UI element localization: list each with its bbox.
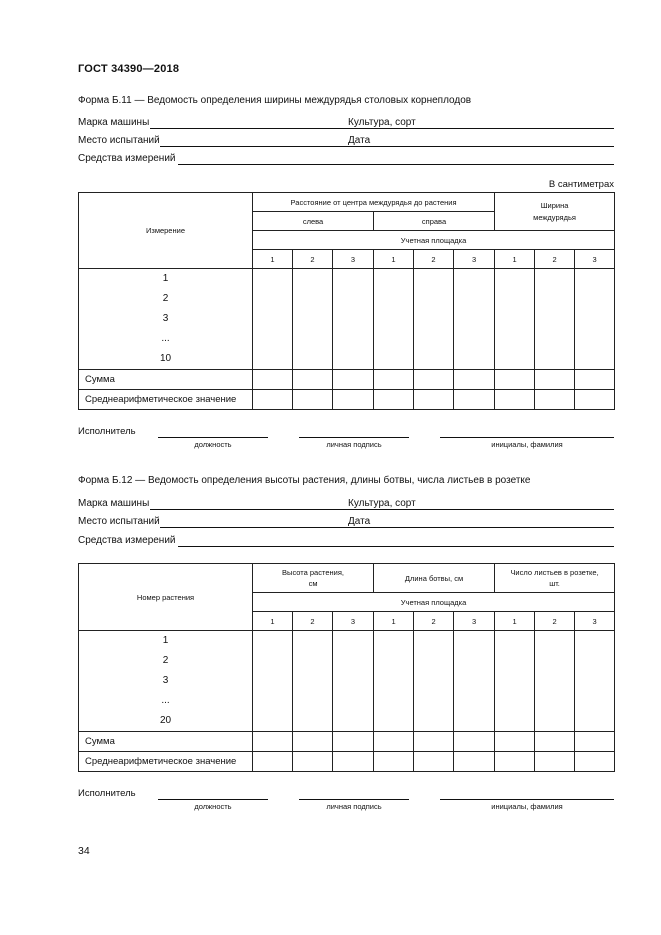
form1-signature-block: [78, 426, 614, 452]
row-number: 3: [162, 675, 169, 686]
form1-place-row: [78, 135, 614, 149]
signature-caption: личная подпись: [326, 802, 382, 811]
sum-label: Сумма: [79, 370, 253, 390]
row-number: 2: [162, 293, 169, 304]
subcol-header: 2: [414, 612, 454, 631]
means-field[interactable]: [178, 546, 614, 547]
mean-cell[interactable]: [414, 390, 454, 410]
data-cell[interactable]: [454, 631, 495, 732]
form2-place-row: [78, 516, 614, 530]
row-number: 10: [159, 353, 172, 364]
sum-cell[interactable]: [293, 732, 333, 752]
col-measure-header: Измерение: [79, 193, 253, 269]
data-cell[interactable]: [535, 269, 575, 370]
data-cell[interactable]: [414, 631, 454, 732]
mean-cell[interactable]: [293, 752, 333, 772]
machine-label: Марка машины: [78, 498, 150, 509]
data-cell[interactable]: [575, 269, 615, 370]
row-number: 1: [162, 273, 169, 284]
mean-cell[interactable]: [535, 752, 575, 772]
plot-header: Учетная площадка: [253, 593, 615, 612]
means-label: Средства измерений: [78, 535, 176, 546]
sum-cell[interactable]: [333, 370, 374, 390]
subcol-header: 1: [374, 250, 414, 269]
data-cell[interactable]: [293, 631, 333, 732]
signature-caption: личная подпись: [326, 440, 382, 449]
left-header: слева: [253, 212, 374, 231]
date-label: Дата: [348, 135, 371, 146]
sum-cell[interactable]: [333, 732, 374, 752]
unit-note: В сантиметрах: [548, 179, 614, 190]
subcol-header: 1: [495, 612, 535, 631]
subcol-header: 2: [535, 250, 575, 269]
data-cell[interactable]: [414, 269, 454, 370]
machine-label: Марка машины: [78, 117, 150, 128]
page-number: 34: [78, 845, 90, 857]
form1-machine-row: [78, 117, 614, 131]
form2-signature-block: [78, 788, 614, 814]
executor-label: Исполнитель: [78, 426, 136, 437]
data-cell[interactable]: [495, 631, 535, 732]
mean-label: Среднеарифметическое значение: [79, 752, 253, 772]
data-cell[interactable]: [333, 269, 374, 370]
sum-cell[interactable]: [374, 370, 414, 390]
mean-cell[interactable]: [495, 752, 535, 772]
mean-cell[interactable]: [414, 752, 454, 772]
mean-label: Среднеарифметическое значение: [79, 390, 253, 410]
row-number: 20: [159, 715, 172, 726]
subcol-header: 2: [535, 612, 575, 631]
mean-cell[interactable]: [374, 390, 414, 410]
subcol-header: 3: [333, 612, 374, 631]
means-label: Средства измерений: [78, 153, 176, 164]
sum-cell[interactable]: [535, 370, 575, 390]
position-caption: должность: [194, 440, 232, 449]
subcol-header: 1: [374, 612, 414, 631]
sum-cell[interactable]: [414, 370, 454, 390]
tops-header: Длина ботвы, см: [374, 564, 495, 593]
row-number: 1: [162, 635, 169, 646]
sum-cell[interactable]: [495, 370, 535, 390]
subcol-header: 3: [575, 612, 615, 631]
row-numbers: [79, 631, 253, 732]
data-cell[interactable]: [454, 269, 495, 370]
form2-means-row: [78, 535, 614, 549]
row-number: ...: [161, 333, 170, 344]
data-cell[interactable]: [535, 631, 575, 732]
subcol-header: 1: [495, 250, 535, 269]
position-line[interactable]: [158, 799, 268, 800]
plot-header: Учетная площадка: [253, 231, 615, 250]
place-label: Место испытаний: [78, 516, 160, 527]
signature-line[interactable]: [299, 437, 409, 438]
name-line[interactable]: [440, 437, 614, 438]
data-cell[interactable]: [575, 631, 615, 732]
form1-means-row: [78, 153, 614, 167]
date-label: Дата: [348, 516, 371, 527]
subcol-header: 1: [253, 250, 293, 269]
mean-cell[interactable]: [333, 390, 374, 410]
mean-cell[interactable]: [253, 752, 293, 772]
form2-table: [78, 563, 615, 772]
data-cell[interactable]: [495, 269, 535, 370]
data-cell[interactable]: [333, 631, 374, 732]
mean-cell[interactable]: [333, 752, 374, 772]
mean-cell[interactable]: [454, 752, 495, 772]
crop-label: Культура, сорт: [348, 498, 416, 509]
subcol-header: 3: [454, 612, 495, 631]
mean-cell[interactable]: [253, 390, 293, 410]
subcol-header: 3: [454, 250, 495, 269]
sum-cell[interactable]: [374, 732, 414, 752]
sum-label: Сумма: [79, 732, 253, 752]
sum-cell[interactable]: [575, 370, 615, 390]
mean-cell[interactable]: [454, 390, 495, 410]
name-caption: инициалы, фамилия: [491, 440, 563, 449]
row-numbers: [79, 269, 253, 370]
data-cell[interactable]: [253, 269, 293, 370]
subcol-header: 1: [253, 612, 293, 631]
sum-cell[interactable]: [454, 370, 495, 390]
subcol-header: 2: [293, 250, 333, 269]
position-caption: должность: [194, 802, 232, 811]
executor-label: Исполнитель: [78, 788, 136, 799]
machine-field[interactable]: [150, 128, 421, 129]
form2-machine-row: [78, 498, 614, 512]
crop-field[interactable]: [420, 128, 614, 129]
subcol-header: 2: [293, 612, 333, 631]
crop-label: Культура, сорт: [348, 117, 416, 128]
mean-cell[interactable]: [293, 390, 333, 410]
sum-cell[interactable]: [495, 732, 535, 752]
row-number: 3: [162, 313, 169, 324]
name-line[interactable]: [440, 799, 614, 800]
right-header: справа: [374, 212, 495, 231]
means-field[interactable]: [178, 164, 614, 165]
width-header: Ширина междурядья: [495, 193, 615, 231]
subcol-header: 2: [414, 250, 454, 269]
mean-cell[interactable]: [575, 390, 615, 410]
subcol-header: 3: [575, 250, 615, 269]
sum-cell[interactable]: [253, 370, 293, 390]
data-cell[interactable]: [293, 269, 333, 370]
mean-cell[interactable]: [495, 390, 535, 410]
data-cell[interactable]: [374, 631, 414, 732]
position-line[interactable]: [158, 437, 268, 438]
date-field[interactable]: [374, 527, 614, 528]
row-number: ...: [161, 695, 170, 706]
sum-cell[interactable]: [293, 370, 333, 390]
mean-cell[interactable]: [575, 752, 615, 772]
subcol-header: 3: [333, 250, 374, 269]
data-cell[interactable]: [253, 631, 293, 732]
sum-cell[interactable]: [535, 732, 575, 752]
mean-cell[interactable]: [374, 752, 414, 772]
sum-cell[interactable]: [253, 732, 293, 752]
machine-field[interactable]: [150, 509, 421, 510]
date-field[interactable]: [374, 146, 614, 147]
sum-cell[interactable]: [454, 732, 495, 752]
signature-line[interactable]: [299, 799, 409, 800]
name-caption: инициалы, фамилия: [491, 802, 563, 811]
leaves-header: Число листьев в розетке, шт.: [495, 564, 615, 593]
sum-cell[interactable]: [414, 732, 454, 752]
document-header: ГОСТ 34390—2018: [78, 63, 180, 75]
sum-cell[interactable]: [575, 732, 615, 752]
height-header: Высота растения, см: [253, 564, 374, 593]
place-label: Место испытаний: [78, 135, 160, 146]
distance-group-header: Расстояние от центра междурядья до растения: [253, 193, 495, 212]
form1-title: Форма Б.11 — Ведомость определения ширины междурядья столовых корнеплодов: [78, 95, 472, 106]
crop-field[interactable]: [420, 509, 614, 510]
col-number-header: Номер растения: [79, 564, 253, 631]
data-cell[interactable]: [374, 269, 414, 370]
form2-title: Форма Б.12 — Ведомость определения высоты растения, длины ботвы, числа листьев в розетке: [78, 475, 531, 486]
mean-cell[interactable]: [535, 390, 575, 410]
form1-table: [78, 192, 615, 410]
row-number: 2: [162, 655, 169, 666]
